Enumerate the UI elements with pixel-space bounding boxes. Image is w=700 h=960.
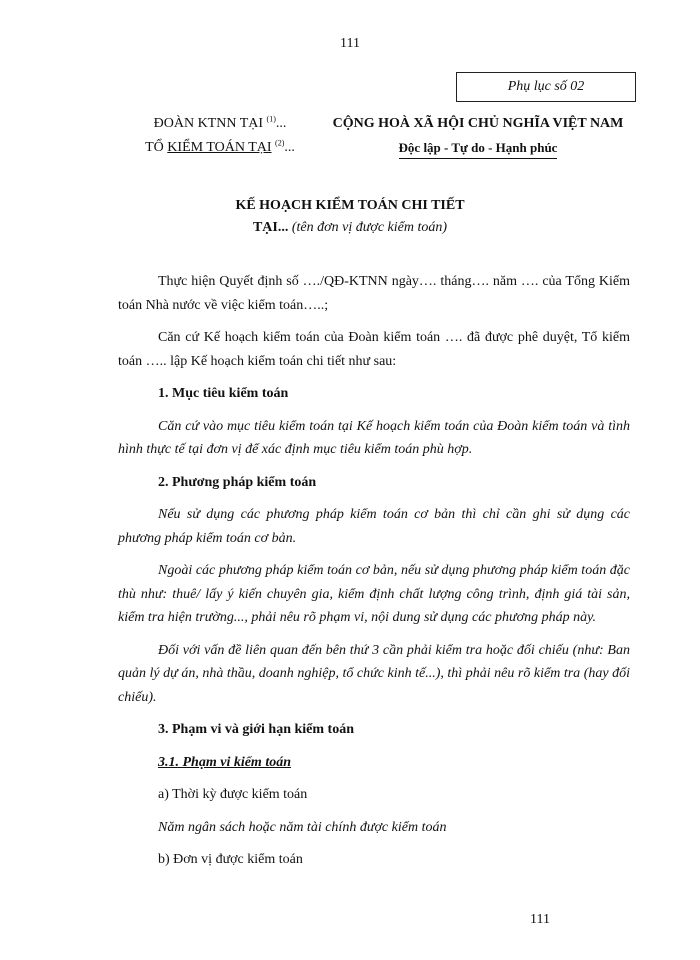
footnote-ref-1: (1) bbox=[266, 114, 276, 124]
audit-team-prefix: TỔ bbox=[145, 140, 168, 155]
paragraph-decision: Thực hiện Quyết định số …./QĐ-KTNN ngày…. tháng…. năm …. của Tổng Kiểm toán Nhà nước về việc kiểm toán…..; bbox=[118, 274, 630, 313]
heading-scope: 3. Phạm vi và giới hạn kiểm toán bbox=[158, 722, 354, 737]
heading-objectives: 1. Mục tiêu kiểm toán bbox=[158, 386, 289, 401]
audit-team-line bbox=[100, 136, 340, 160]
footnote-ref-2: (2) bbox=[275, 138, 285, 148]
item-audit-period: a) Thời kỳ được kiểm toán bbox=[158, 787, 308, 802]
national-header bbox=[318, 112, 638, 160]
item-audited-entity: b) Đơn vị được kiểm toán bbox=[158, 852, 303, 867]
audit-delegation-line bbox=[100, 112, 340, 136]
paragraph-methods-special: Ngoài các phương pháp kiểm toán cơ bản, nếu sử dụng phương pháp kiểm toán đặc thù như: thuê/ lấy ý kiến chuyên gia, kiểm định chất lượng công trình, định giá tài sản, kiểm tra hiện trường..., phải nêu rõ phạm vi, nội dung sử dụng các phương pháp này. bbox=[118, 563, 630, 625]
item-audit-period-value: Năm ngân sách hoặc năm tài chính được kiểm toán bbox=[158, 819, 447, 835]
appendix-label: Phụ lục số 02 bbox=[456, 72, 636, 102]
national-motto: Độc lập - Tự do - Hạnh phúc bbox=[399, 138, 558, 159]
document-title: KẾ HOẠCH KIỂM TOÁN CHI TIẾT bbox=[235, 198, 465, 213]
heading-methods: 2. Phương pháp kiểm toán bbox=[158, 474, 317, 490]
subtitle-prefix: TẠI... bbox=[252, 220, 289, 235]
document-subtitle bbox=[0, 220, 700, 236]
nation-title: CỘNG HOÀ XÃ HỘI CHỦ NGHĨA VIỆT NAM bbox=[332, 116, 624, 131]
document-body bbox=[118, 270, 630, 881]
page-number-top: 111 bbox=[340, 36, 360, 51]
paragraph-basis: Căn cứ Kế hoạch kiểm toán của Đoàn kiểm toán …. đã được phê duyệt, Tổ kiểm toán ….. lập Kế hoạch kiểm toán chi tiết như sau: bbox=[118, 330, 630, 369]
audit-delegation-ellipsis: ... bbox=[275, 116, 287, 131]
paragraph-third-party: Đối với vấn đề liên quan đến bên thứ 3 cần phải kiểm tra hoặc đối chiếu (như: Ban quản lý dự án, nhà thầu, doanh nghiệp, tổ chức kinh tế...), thì phải nêu rõ kiểm tra (hay đối chiếu). bbox=[118, 642, 630, 705]
audit-delegation-text: ĐOÀN KTNN TẠI bbox=[153, 116, 264, 131]
audit-team-ellipsis: ... bbox=[284, 140, 295, 155]
paragraph-objectives: Căn cứ vào mục tiêu kiểm toán tại Kế hoạch kiểm toán của Đoàn kiểm toán và tình hình thực tế tại đơn vị để xác định mục tiêu kiểm toán phù hợp. bbox=[118, 418, 630, 457]
issuer-header bbox=[100, 112, 340, 160]
audit-team-underlined: KIỂM TOÁN TẠI bbox=[167, 140, 272, 155]
subtitle-note: (tên đơn vị được kiểm toán) bbox=[291, 220, 448, 235]
paragraph-methods-basic: Nếu sử dụng các phương pháp kiểm toán cơ bản thì chỉ cần ghi sử dụng các phương pháp kiểm toán cơ bản. bbox=[118, 507, 630, 546]
page-number-bottom: 111 bbox=[530, 912, 550, 927]
heading-scope-sub: 3.1. Phạm vi kiểm toán bbox=[158, 754, 291, 770]
